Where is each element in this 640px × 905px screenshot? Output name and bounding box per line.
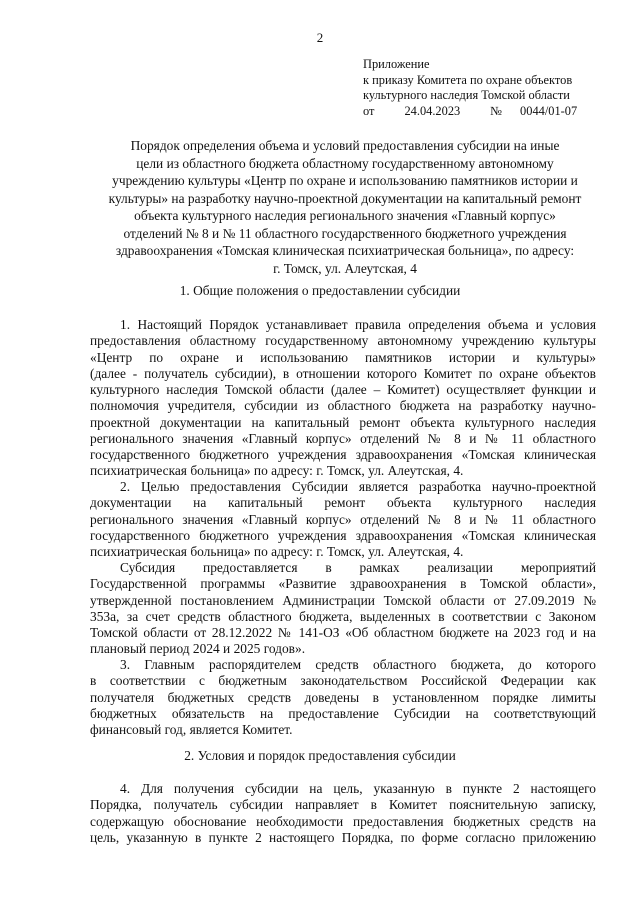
text-line: государственного бюджетного учреждения здравоохранения «Томская клиническая	[90, 447, 596, 462]
text-line: Государственной программы «Развитие здравоохранения в Томской области»,	[90, 576, 596, 592]
text-line: предоставления областному государственному автономному учреждению культуры	[90, 333, 596, 349]
paragraph-2	[90, 479, 596, 560]
appendix-from-label: от	[363, 103, 375, 118]
appendix-line-1: к приказу Комитета по охране объектов	[363, 72, 573, 87]
appendix-date-row	[363, 104, 623, 120]
text-line: «Центр по охране и использованию памятников истории и культуры»	[90, 349, 596, 365]
appendix-line-2: культурного наследия Томской области	[363, 88, 570, 103]
paragraph-5	[90, 781, 596, 846]
text-line: цель, указанную в пункте 2 настоящего Порядка, по форме согласно приложению	[90, 829, 596, 845]
title-line: отделений № 8 и № 11 областного государственного бюджетного учреждения	[123, 225, 567, 241]
appendix-block	[363, 57, 623, 119]
appendix-number: 0044/01-07	[520, 103, 578, 118]
paragraph-1	[90, 317, 596, 480]
section-1-heading: 1. Общие положения о предоставлении субсидии	[179, 283, 461, 298]
text-line: бюджетных обязательств на предоставление Субсидии на соответствующий	[90, 705, 596, 721]
text-line: 1. Настоящий Порядок устанавливает правила определения объема и условия	[120, 317, 596, 332]
text-line: государственного бюджетного учреждения здравоохранения «Томская клиническая	[90, 527, 596, 543]
text-line: документации на капитальный ремонт объекта культурного наследия	[90, 495, 596, 511]
text-line: Порядка, получатель субсидии направляет в Комитет пояснительную записку,	[90, 797, 596, 813]
section-2-heading: 2. Условия и порядок предоставления субсидии	[184, 748, 456, 763]
paragraph-4	[90, 657, 596, 738]
title-line: г. Томск, ул. Алеутская, 4	[273, 260, 417, 276]
text-line: 353а, за счет средств областного бюджета, выделенных в соответствии с Законом	[90, 608, 596, 624]
appendix-title: Приложение	[363, 57, 430, 71]
text-line: культурного наследия Томской области (далее – Комитет) осуществляет функции и	[90, 382, 596, 397]
text-line: 3. Главным распорядителем средств областного бюджета, до которого	[120, 657, 596, 672]
text-line: психиатрическая больница» по адресу: г. Томск, ул. Алеутская, 4.	[90, 463, 464, 479]
text-line: в соответствии с бюджетным законодательством Российской Федерации как	[90, 673, 596, 689]
text-line: содержащую обоснование необходимости предоставления бюджетных средств на	[90, 813, 596, 829]
text-line: утвержденной постановлением Администрации Томской области от 27.09.2019 №	[90, 592, 596, 608]
text-line: психиатрическая больница» по адресу: г. Томск, ул. Алеутская, 4.	[90, 544, 464, 559]
title-line: здравоохранения «Томская клиническая психиатрическая больница», по адресу:	[115, 243, 575, 258]
text-line: Томской области от 28.12.2022 № 141-ОЗ «Об областном бюджете на 2023 год и на	[90, 625, 596, 640]
page-number: 2	[316, 30, 324, 45]
text-line: 2. Целью предоставления Субсидии является разработка научно-проектной	[120, 479, 596, 494]
title-line: цели из областного бюджета областному государственному автономному	[136, 155, 554, 171]
document-title	[96, 137, 594, 277]
text-line: проектной документации на капитальный ремонт объекта культурного наследия	[90, 414, 596, 430]
title-line: культуры» на разработку научно-проектной документации на капитальный ремонт	[108, 190, 582, 206]
text-line: полномочия учредителя, субсидии из областного бюджета на разработку научно-	[90, 398, 596, 414]
text-line: (далее - получатель субсидии), в отношении которого Комитет по охране объектов	[90, 365, 596, 381]
text-line: плановый период 2024 и 2025 годов».	[90, 641, 306, 657]
text-line: регионального значения «Главный корпус» отделений № 8 и № 11 областного	[90, 430, 596, 446]
appendix-number-label: №	[490, 103, 503, 118]
appendix-date: 24.04.2023	[404, 103, 461, 118]
title-line: объекта культурного наследия регионального значения «Главный корпус»	[134, 208, 556, 223]
text-line: 4. Для получения субсидии на цель, указанную в пункте 2 настоящего	[120, 781, 596, 796]
text-line: получателя бюджетных средств доведены в установленном порядке лимиты	[90, 689, 596, 705]
text-line: регионального значения «Главный корпус» отделений № 8 и № 11 областного	[90, 511, 596, 527]
title-line: Порядок определения объема и условий предоставления субсидии на иные	[130, 138, 560, 153]
paragraph-3	[90, 560, 596, 658]
text-line: Субсидия предоставляется в рамках реализации мероприятий	[120, 560, 596, 575]
title-line: учреждению культуры «Центр по охране и использованию памятников истории и	[112, 173, 578, 188]
text-line: финансовый год, является Комитет.	[90, 722, 293, 737]
